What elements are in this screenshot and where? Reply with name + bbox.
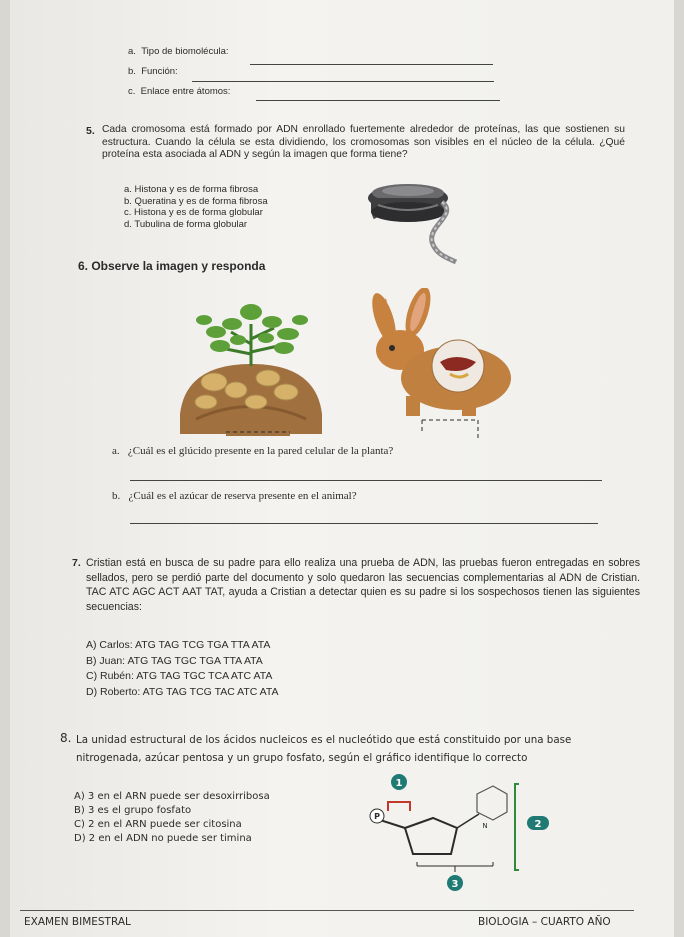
q5-option-b: b. Queratina y es de forma fibrosa [124, 195, 268, 207]
rabbit-illustration [366, 288, 516, 443]
q6-b [112, 490, 357, 502]
q6-b-label: b. [112, 490, 121, 502]
q7-option-a: A) Carlos: ATG TAG TCG TGA TTA ATA [86, 639, 271, 651]
answer-line [250, 64, 493, 65]
footer-left: EXAMEN BIMESTRAL [24, 916, 131, 928]
q5-number: 5. [86, 125, 95, 137]
footer-right: BIOLOGIA – CUARTO AÑO [478, 916, 611, 928]
footer-divider [20, 910, 634, 911]
q7-options [86, 638, 279, 700]
q5-text: Cada cromosoma está formado por ADN enrollado fuertemente alrededor de proteínas, las que sostienen su estructura. Cuando la célula se esta dividiendo, los cromosomas son visibles en el núcleo de la célula. ¿Qué proteína esta asociada al ADN y según la imagen que forma tiene? [102, 124, 625, 160]
q6-a-label: a. [112, 445, 120, 457]
answer-line [256, 100, 500, 101]
q4-item-b [128, 66, 178, 77]
answer-line [130, 523, 598, 524]
q6-a-text: ¿Cuál es el glúcido presente en la pared celular de la planta? [127, 445, 394, 457]
q8-option-b: B) 3 es el grupo fosfato [74, 805, 192, 816]
q4-item-c-label: c. [128, 86, 136, 97]
q7-text: Cristian está en busca de su padre para ello realiza una prueba de ADN, las pruebas fueron entregadas en sobres sellados, pero se perdió parte del documento y solo quedaron las secuencias complementarias al ADN de Cristian. TAC ATC AGC ACT AAT TAT, ayuda a Cristian a detectar quien es su padre si los sospechosos tienen las siguientes secuencias: [86, 557, 640, 613]
q5-options [124, 184, 268, 230]
q4-item-a [128, 46, 229, 57]
q5-option-a: a. Histona y es de forma fibrosa [124, 184, 259, 195]
potato-plant-illustration [176, 294, 326, 440]
answer-line [130, 480, 602, 481]
q4-item-a-text: Tipo de biomolécula: [141, 46, 229, 57]
answer-line [192, 81, 494, 82]
q4-item-a-label: a. [128, 46, 136, 57]
q6-title: 6. Observe la imagen y responda [78, 259, 266, 273]
nitrogen-label: N [482, 822, 488, 830]
q5-option-c: c. Histona y es de forma globular [124, 207, 263, 218]
q8-options [74, 790, 270, 846]
nucleotide-diagram [355, 770, 555, 895]
label-2-text: 2 [534, 819, 542, 830]
q6-a [112, 445, 393, 457]
q5-option-d: d. Tubulina de forma globular [124, 218, 248, 230]
q4-item-c [128, 86, 230, 97]
q7-option-b: B) Juan: ATG TAG TGC TGA TTA ATA [86, 654, 263, 667]
q7-number: 7. [72, 557, 81, 569]
label-1-text: 1 [395, 778, 403, 789]
q8-option-d: D) 2 en el ADN no puede ser timina [74, 833, 252, 844]
histone-illustration [368, 170, 478, 265]
q8-number: 8. [60, 731, 72, 745]
q7-option-c: C) Rubén: ATG TAG TGC TCA ATC ATA [86, 670, 273, 683]
q7-option-d: D) Roberto: ATG TAG TCG TAC ATC ATA [86, 685, 279, 698]
q4-item-b-text: Función: [141, 66, 178, 77]
q4-item-b-label: b. [128, 66, 136, 77]
label-3-text: 3 [451, 879, 459, 890]
q8-option-a: A) 3 en el ARN puede ser desoxirribosa [74, 791, 270, 802]
q6-b-text: ¿Cuál es el azúcar de reserva presente en el animal? [128, 490, 357, 502]
q8-option-c: C) 2 en el ARN puede ser citosina [74, 819, 242, 830]
q4-item-c-text: Enlace entre átomos: [140, 86, 231, 97]
phosphate-label: P [374, 812, 380, 821]
q8-text: La unidad estructural de los ácidos nucleicos es el nucleótido que está constituido por una base nitrogenada, azúcar pentosa y un grupo fosfato, según el gráfico identifique lo correcto [76, 734, 572, 764]
